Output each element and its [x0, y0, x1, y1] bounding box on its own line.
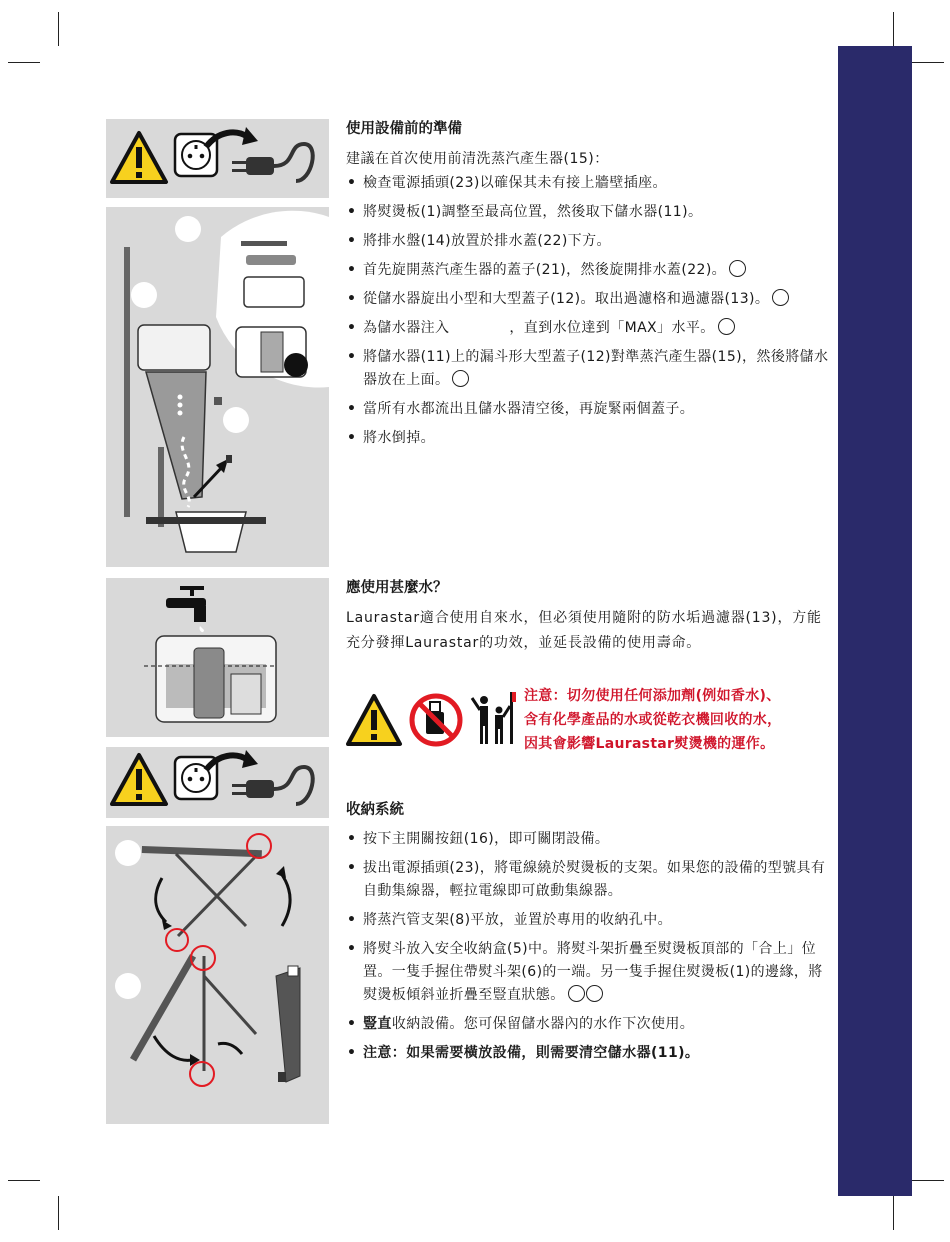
list-item: • 首先旋開蒸汽產生器的蓋子(21)，然後旋開排水蓋(22)。 — [346, 259, 834, 282]
unplug-warning-panel-2 — [106, 747, 329, 818]
unplug-warning-panel — [106, 119, 329, 198]
list-item: • 當所有水都流出且儲水器清空後，再旋緊兩個蓋子。 — [346, 398, 834, 421]
circle-ref-icon — [772, 289, 789, 306]
step-marker — [223, 407, 249, 433]
list-item: • 將蒸汽管支架(8)平放，並置於專用的收納孔中。 — [346, 909, 834, 932]
warning-triangle-icon — [348, 696, 400, 744]
step-marker — [115, 840, 141, 866]
list-item: • 按下主開關按鈕(16)，即可關閉設備。 — [346, 828, 834, 851]
step-marker — [175, 216, 201, 242]
section-intro: 建議在首次使用前清洗蒸汽產生器(15)： — [346, 151, 609, 167]
crop-mark — [8, 62, 40, 63]
plug-icon — [232, 767, 313, 804]
step-marker — [115, 973, 141, 999]
section-storage — [346, 800, 834, 1071]
list-item: • 豎直收納設備。您可保留儲水器內的水作下次使用。 — [346, 1013, 834, 1036]
list-item: • 從儲水器旋出小型和大型蓋子(12)。取出過濾格和過濾器(13)。 — [346, 288, 834, 311]
crop-mark — [58, 1196, 59, 1230]
crop-mark — [893, 12, 894, 46]
list-item: • 將熨斗放入安全收納盒(5)中。將熨斗架折疊至熨燙板頂部的「合上」位置。一隻手握住帶熨斗架(6)的一端。另一隻手握住熨燙板(1)的邊緣，將熨燙板傾斜並折疊至豎直狀態。 — [346, 938, 834, 1007]
section-body: Laurastar適合使用自來水，但必須使用隨附的防水垢過濾器(13)，方能充分發揮Laurastar的功效，並延長設備的使用壽命。 — [346, 610, 822, 651]
child-warning-icon — [472, 692, 516, 744]
crop-mark — [912, 62, 944, 63]
folding-board-illustration — [106, 826, 329, 1124]
tap-water-illustration — [106, 578, 329, 737]
circle-ref-icon — [586, 985, 603, 1002]
crop-mark — [912, 1180, 944, 1181]
section-title: 收納系統 — [346, 802, 404, 818]
additive-warning — [344, 684, 834, 754]
list-item: • 將儲水器(11)上的漏斗形大型蓋子(12)對準蒸汽產生器(15)，然後將儲水器放在上面。 — [346, 346, 834, 392]
side-tab — [838, 46, 912, 1196]
circle-ref-icon — [718, 318, 735, 335]
reservoir-drain-illustration — [106, 207, 329, 567]
crop-mark — [893, 1196, 894, 1230]
list-item: • 拔出電源插頭(23)，將電線繞於熨燙板的支架。如果您的設備的型號具有自動集線器，輕拉電線即可啟動集線器。 — [346, 857, 834, 903]
warning-text: 注意：切勿使用任何添加劑(例如香水)、 含有化學產品的水或從乾衣機回收的水， 因其會影響Laurastar熨燙機的運作。 — [524, 688, 782, 752]
plug-icon — [232, 144, 313, 181]
crop-mark — [58, 12, 59, 46]
storage-list — [346, 828, 834, 1065]
circle-ref-icon — [568, 985, 585, 1002]
circle-ref-icon — [452, 370, 469, 387]
list-item: • 將熨燙板(1)調整至最高位置，然後取下儲水器(11)。 — [346, 201, 834, 224]
list-item: • 將水倒掉。 — [346, 427, 834, 450]
step-marker — [131, 282, 157, 308]
crop-mark — [8, 1180, 40, 1181]
list-item: • 為儲水器注入 ，直到水位達到「MAX」水平。 — [346, 317, 834, 340]
section-water — [346, 578, 834, 656]
circle-ref-icon — [729, 260, 746, 277]
warning-triangle-icon — [112, 133, 166, 182]
list-item: • 注意：如果需要橫放設備，則需要清空儲水器(11)。 — [346, 1042, 834, 1065]
section-title: 使用設備前的準備 — [346, 121, 462, 137]
no-additives-icon — [412, 696, 460, 744]
faucet-icon — [166, 586, 206, 622]
warning-triangle-icon — [112, 755, 166, 804]
section-preparation — [346, 119, 834, 456]
section-title: 應使用甚麼水？ — [346, 580, 448, 596]
list-item: • 將排水盤(14)放置於排水蓋(22)下方。 — [346, 230, 834, 253]
list-item: • 檢查電源插頭(23)以確保其未有接上牆壁插座。 — [346, 172, 834, 195]
preparation-list — [346, 172, 834, 450]
